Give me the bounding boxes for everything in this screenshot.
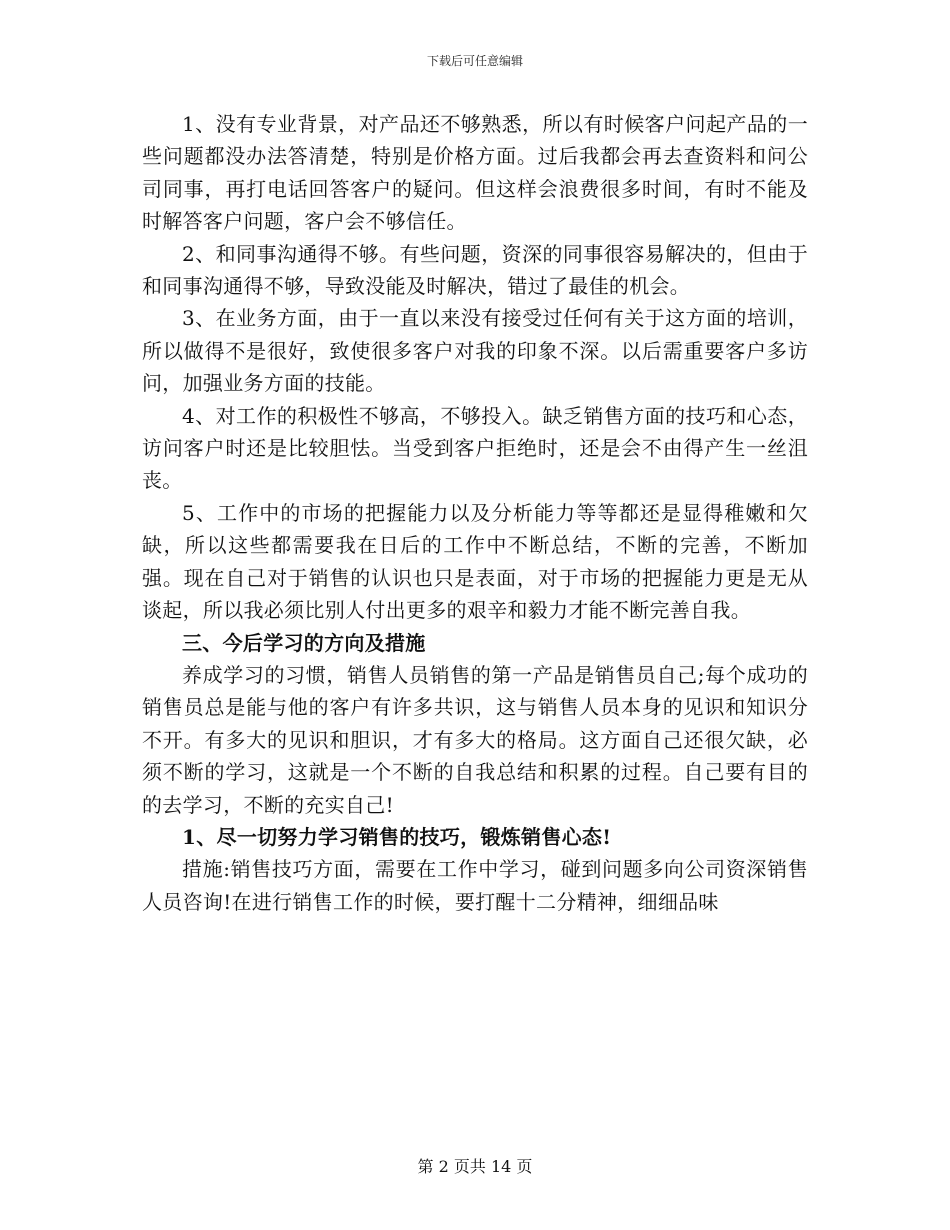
paragraph-4: 4、对工作的积极性不够高，不够投入。缺乏销售方面的技巧和心态，访问客户时还是比较胆怯。当受到客户拒绝时，还是会不由得产生一丝沮丧。 — [142, 403, 808, 493]
subsection-heading-1: 1、尽一切努力学习销售的技巧，锻炼销售心态! — [182, 824, 612, 849]
paragraph-5: 5、工作中的市场的把握能力以及分析能力等等都还是显得稚嫩和欠缺，所以这些都需要我在日后的工作中不断总结，不断的完善，不断加强。现在自己对于销售的认识也只是表面，对于市场的把握能力更是无从谈起，所以我必须比别人付出更多的艰辛和毅力才能不断完善自我。 — [142, 500, 808, 623]
section-heading-3: 三、今后学习的方向及措施 — [182, 630, 426, 655]
paragraph-3: 3、在业务方面，由于一直以来没有接受过任何有关于这方面的培训，所以做得不是很好，致使很多客户对我的印象不深。以后需重要客户多访问，加强业务方面的技能。 — [142, 306, 808, 396]
page-footer: 第 2 页共 14 页 — [417, 1157, 533, 1176]
paragraph-6: 养成学习的习惯，销售人员销售的第一产品是销售员自己;每个成功的销售员总是能与他的客户有许多共识，这与销售人员本身的见识和知识分不开。有多大的见识和胆识，才有多大的格局。这方面自己还很欠缺，必须不断的学习，这就是一个不断的自我总结和积累的过程。自己要有目的的去学习，不断的充实自己! — [142, 662, 808, 817]
page-header: 下载后可任意编辑 — [426, 54, 523, 68]
paragraph-1: 1、没有专业背景，对产品还不够熟悉，所以有时候客户问起产品的一些问题都没办法答清楚，特别是价格方面。过后我都会再去查资料和问公司同事，再打电话回答客户的疑问。但这样会浪费很多时间，有时不能及时解答客户问题，客户会不够信任。 — [142, 112, 808, 234]
paragraph-7: 措施:销售技巧方面，需要在工作中学习，碰到问题多向公司资深销售人员咨询!在进行销售工作的时候，要打醒十二分精神，细细品味 — [142, 857, 808, 914]
document-body — [142, 108, 808, 918]
paragraph-2: 2、和同事沟通得不够。有些问题，资深的同事很容易解决的，但由于和同事沟通得不够，导致没能及时解决，错过了最佳的机会。 — [142, 241, 808, 299]
